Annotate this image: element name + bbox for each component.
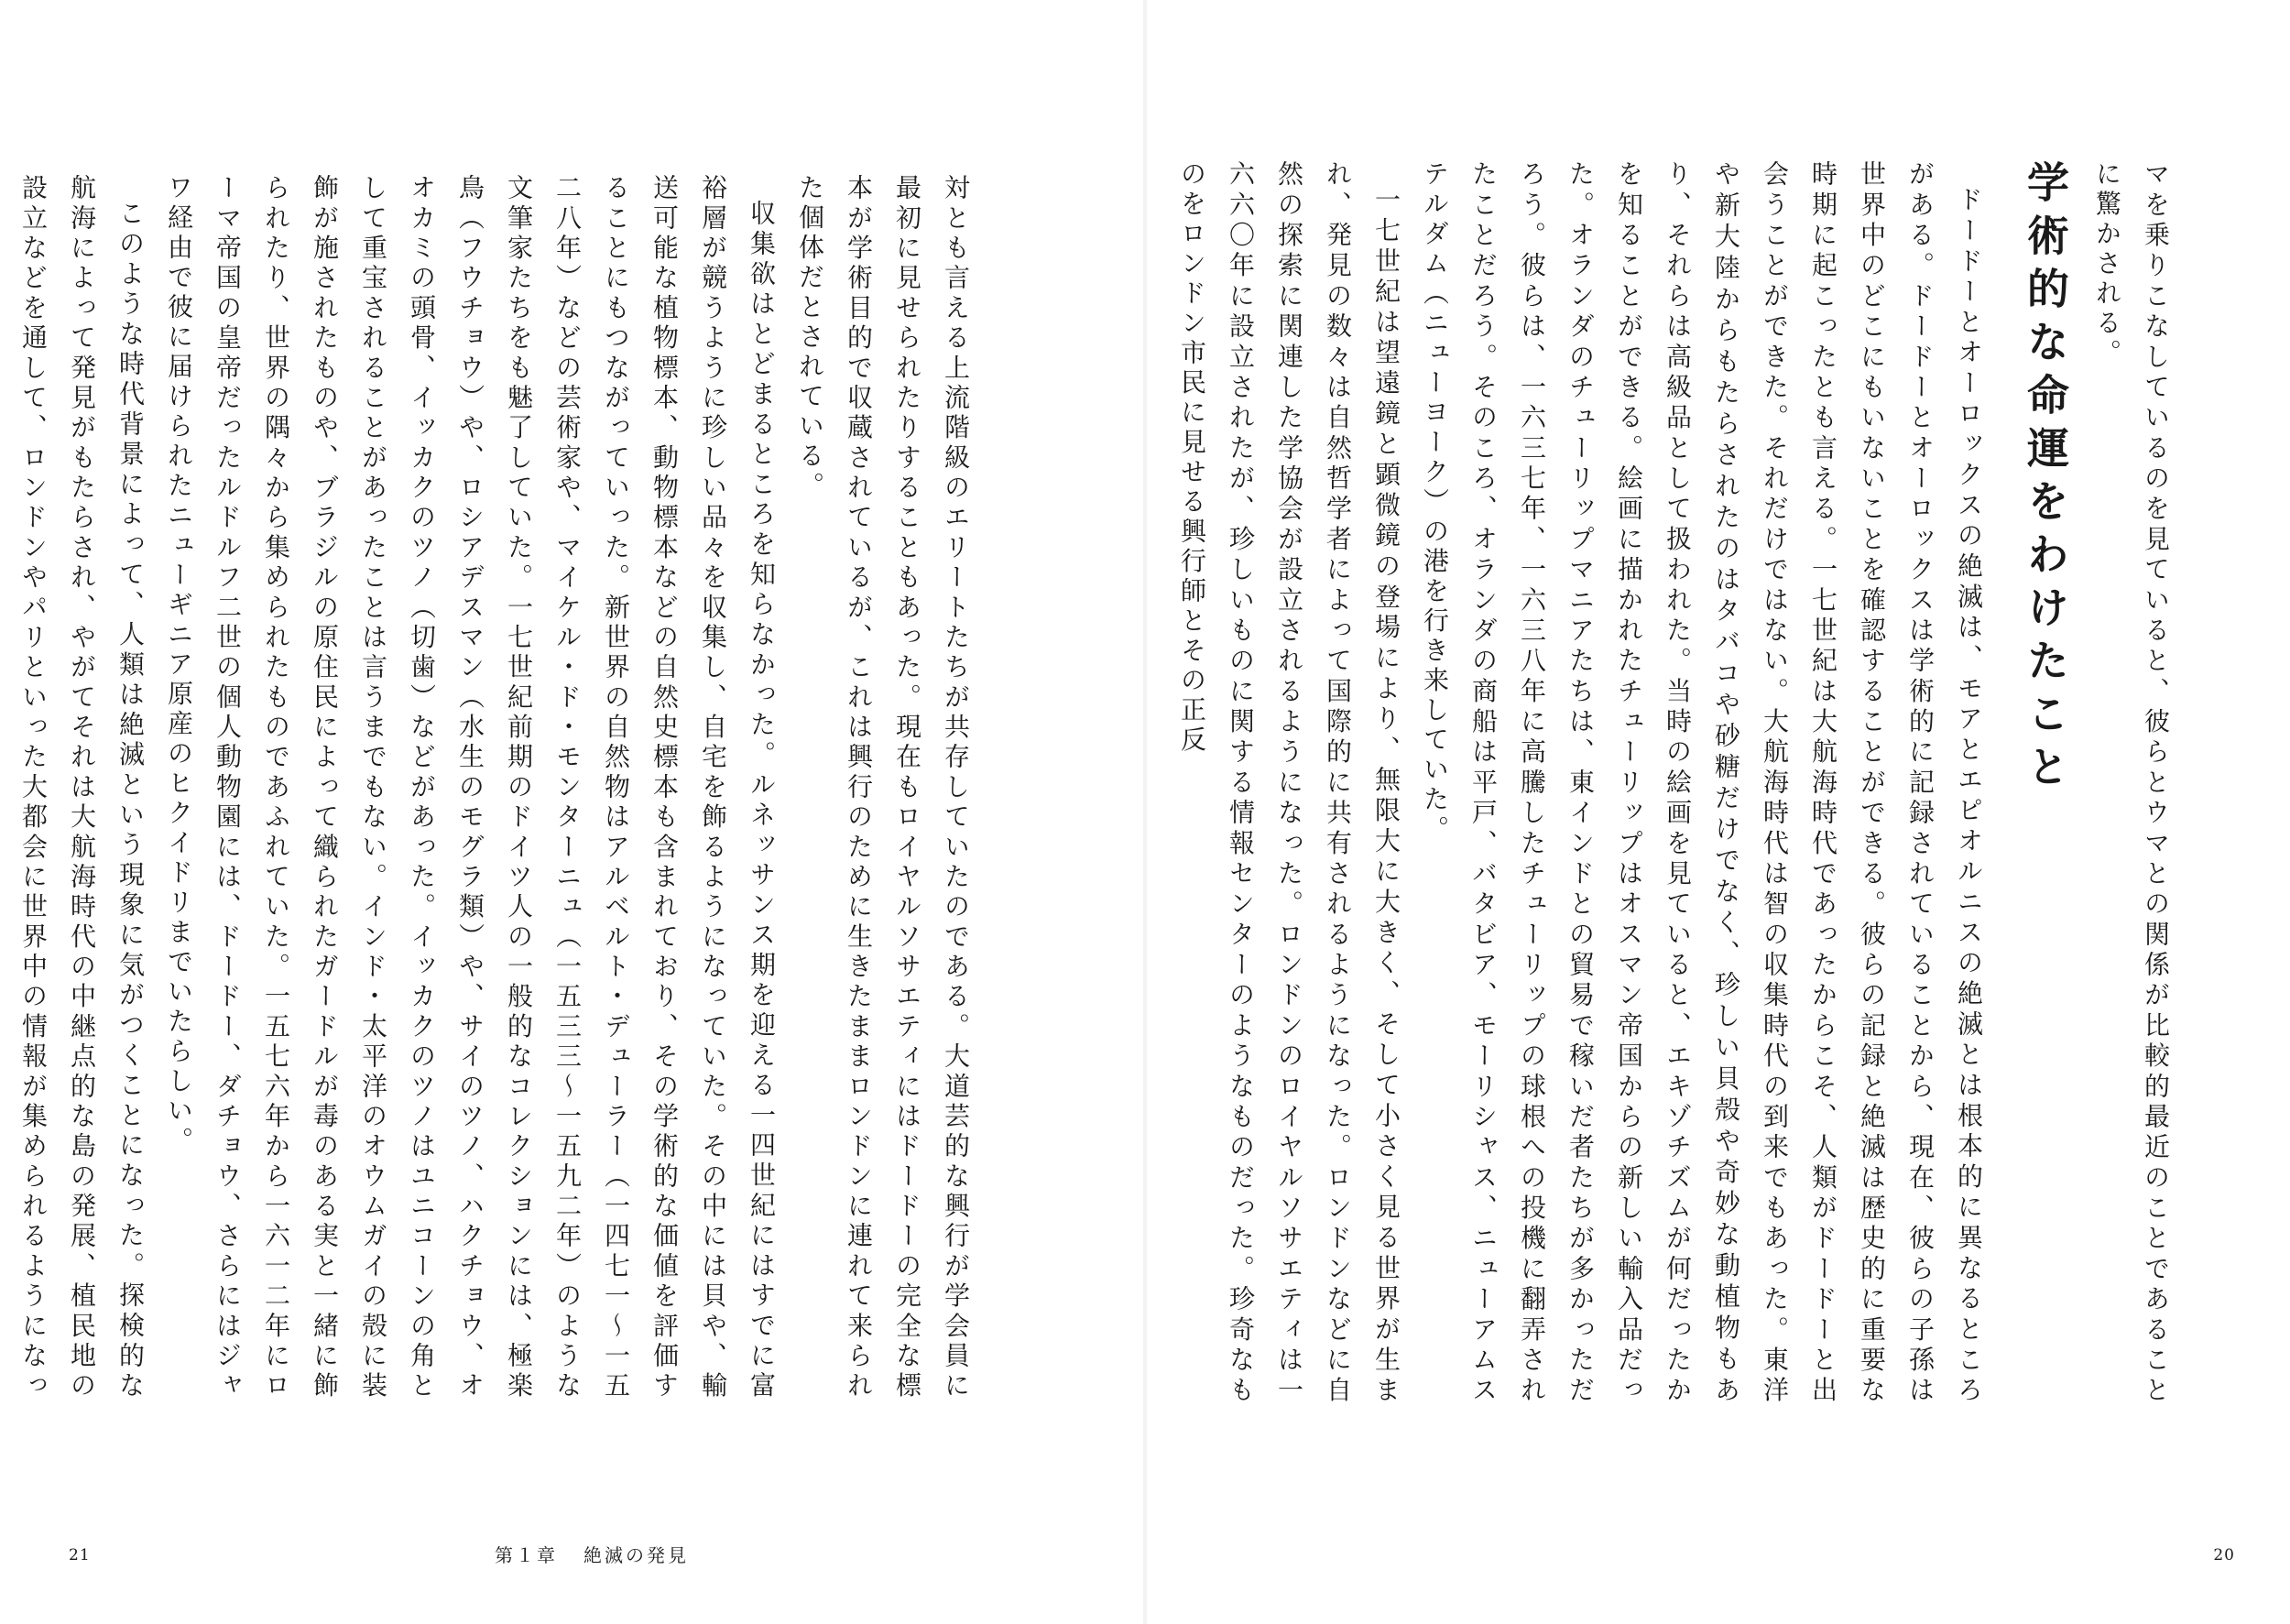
page-number: 21 [69, 1546, 91, 1564]
paragraph: このような時代背景によって、人類は絶滅という現象に気がつくことになった。探検的な航海によって発見がもたらされ、やがてそれは大航海時代の中継点的な島の発展、植民地の設立などを通して、ロンドンやパリといった大都会に世界中の情報が集められるようになっ [18, 174, 146, 1401]
paragraph: マを乗りこなしているのを見ていると、彼らとウマとの関係が比較的最近のことであることに驚かされる。 [2092, 160, 2171, 1406]
paragraph: 一七世紀は望遠鏡と顕微鏡の登場により、無限大に大きく、そして小さく見る世界が生まれ、発見の数々は自然哲学者によって国際的に共有されるようになった。ロンドンなどに自然の探索に関連した学協会が設立されるようになった。ロンドンのロイヤルソサエティは一六六〇年に設立されたが、珍しいものに関する情報センターのようなものだった。珍奇なものをロンドン市民に見せる興行師とその正反 [1177, 160, 1401, 1407]
left-page-body-text [0, 174, 980, 1401]
running-head-chapter: 第１章 [495, 1544, 558, 1566]
paragraph: 対とも言える上流階級のエリートたちが共存していたのである。大道芸的な興行が学会員に最初に見せられたりすることもあった。現在もロイヤルソサエティにはドードーの完全な標本が学術目的で収蔵されているが、これは興行のために生きたままロンドンに連れて来られた個体だとされている。 [795, 174, 971, 1401]
running-head-title: 絶滅の発見 [583, 1544, 689, 1566]
paragraph: 収集欲はとどまるところを知らなかった。ルネッサンス期を迎える一四世紀にはすでに富裕層が競うように珍しい品々を収集し、自宅を飾るようになっていた。その中には貝や、輸送可能な植物標本、動物標本などの自然史標本も含まれており、その学術的な価値を評価することにもつながっていった。新世界の自然物はアルベルト・デューラー（一四七一〜一五二八年）などの芸術家や、マイケル・ド・モンターニュ（一五三三〜一五九二年）のような文筆家たちをも魅了していた。一七世紀前期のドイツ人の一般的なコレクションには、極楽鳥（フウチョウ）や、ロシアデスマン（水生のモグラ類）や、サイのツノ、ハクチョウ、オオカミの頭骨、イッカクのツノ（切歯）などがあった。イッカクのツノはユニコーンの角として重宝されることがあったことは言うまでもない。インド・太平洋のオウムガイの殻に装飾が施されたものや、ブラジルの原住民によって織られたガードルが毒のある実と一緒に飾られたり、世界の隅々から集められたものであふれていた。一五七六年から一六一二年にローマ帝国の皇帝だったルドルフ二世の個人動物園には、ドードー、ダチョウ、さらにはジャワ経由で彼に届けられたニューギニア原産のヒクイドリまでいたらしい。 [164, 174, 777, 1401]
paragraph: ドードーとオーロックスの絶滅は、モアとエピオルニスの絶滅とは根本的に異なるところがある。ドードーとオーロックスは学術的に記録されていることから、現在、彼らの子孫は世界中のどこにもいないことを確認することができる。彼らの記録と絶滅は歴史的に重要な時期に起こったとも言える。一七世紀は大航海時代であったからこそ、人類がドードーと出会うことができた。それだけではない。大航海時代は智の収集時代の到来でもあった。東洋や新大陸からもたらされたのはタバコや砂糖だけでなく、珍しい貝殻や奇妙な動植物もあり、それらは高級品として扱われた。当時の絵画を見ていると、エキゾチズムが何だったかを知ることができる。絵画に描かれたチューリップはオスマン帝国からの新しい輸入品だった。オランダのチューリップマニアたちは、東インドとの貿易で稼いだ者たちが多かっただろう。彼らは、一六三七年、一六三八年に高騰したチューリップの球根への投機に翻弄されたことだろう。そのころ、オランダの商船は平戸、バタビア、モーリシャス、ニューアムステルダム（ニューヨーク）の港を行き来していた。 [1420, 160, 1984, 1406]
right-page [1145, 0, 2290, 1624]
page-number: 20 [2213, 1546, 2235, 1564]
running-head [495, 1541, 714, 1567]
right-page-body-text [1168, 160, 2180, 1406]
section-heading: 学術的な命運をわけたこと [2021, 160, 2070, 798]
